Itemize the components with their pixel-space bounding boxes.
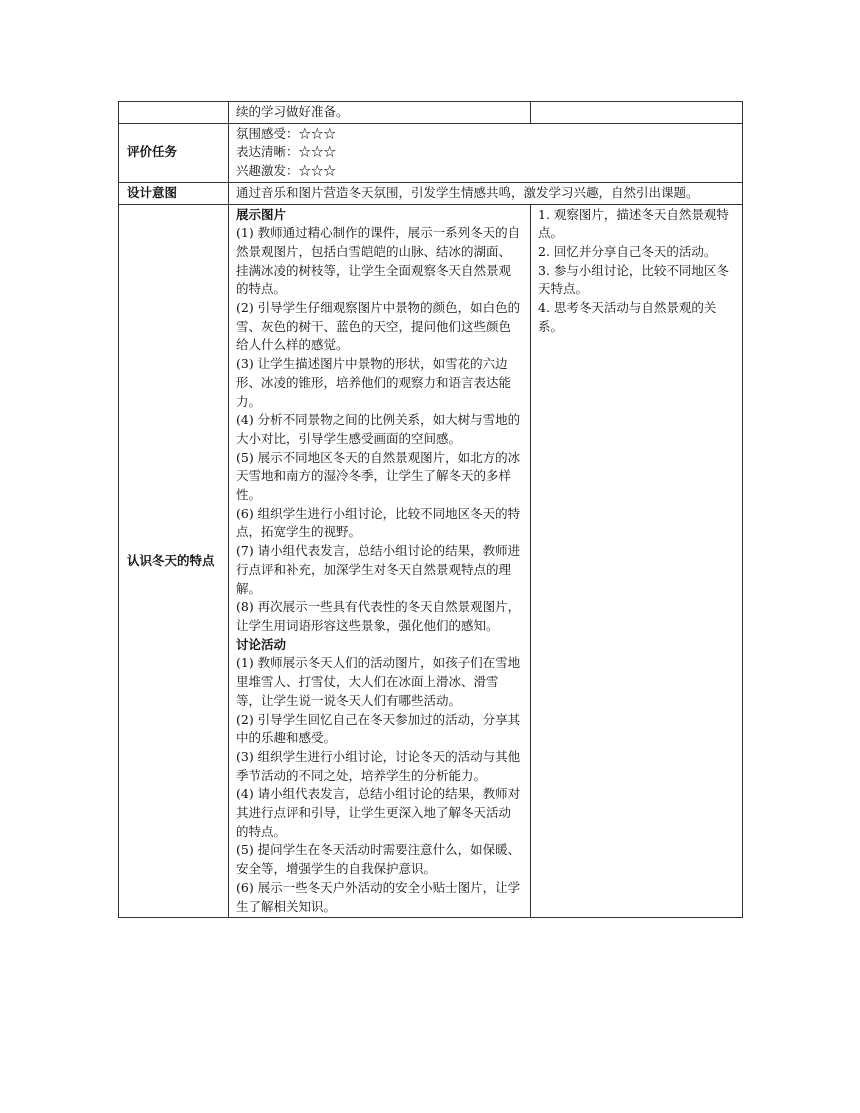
design-text: 通过音乐和图片营造冬天氛围，引发学生情感共鸣，激发学习兴趣，自然引出课题。 [236,184,699,200]
list-item: (5) 提问学生在冬天活动时需要注意什么，如保暖、安全等，增强学生的自我保护意识。 [236,842,521,877]
continuation-text: 续的学习做好准备。 [236,104,349,119]
student-activities-cell [531,204,743,918]
list-item: (5) 展示不同地区冬天的自然景观图片，如北方的冰天雪地和南方的湿冷冬季，让学生了解冬天的多样性。 [236,449,521,503]
empty-side-cell [531,102,743,124]
table-row [119,204,743,918]
list-item: (6) 组织学生进行小组讨论，比较不同地区冬天的特点，拓宽学生的视野。 [236,505,521,540]
list-item: (8) 再次展示一些具有代表性的冬天自然景观图片，让学生用词语形容这些景象，强化他们的感知。 [236,599,521,633]
student-activity-item: 2. 回忆并分享自己冬天的活动。 [538,243,717,259]
list-item: (3) 让学生描述图片中景物的形状，如雪花的六边形、冰凌的锥形，培养他们的观察力和语言表达能力。 [236,356,512,409]
table-row [119,123,743,182]
list-item: (1) 教师通过精心制作的课件，展示一系列冬天的自然景观图片，包括白雪皑皑的山脉、结冰的湖面、挂满冰凌的树枝等，让学生全面观察冬天自然景观的特点。 [236,225,521,297]
list-item: (2) 引导学生仔细观察图片中景物的颜色，如白色的雪、灰色的树干、蓝色的天空，提问他们这些颜色给人什么样的感觉。 [236,300,521,353]
list-item: (2) 引导学生回忆自己在冬天参加过的活动，分享其中的乐趣和感受。 [236,711,521,746]
features-label: 认识冬天的特点 [119,204,229,918]
continuation-cell [229,102,531,124]
table-row [119,182,743,204]
teacher-activities-cell [229,204,531,918]
student-activity-item: 1. 观察图片，描述冬天自然景观特点。 [538,206,729,241]
list-item: (4) 请小组代表发言，总结小组讨论的结果，教师对其进行点评和引导，让学生更深入地了解冬天活动的特点。 [236,786,521,839]
lesson-plan-table [118,101,743,918]
list-item: (3) 组织学生进行小组讨论，讨论冬天的活动与其他季节活动的不同之处，培养学生的分析能力。 [236,748,521,783]
evaluation-item: 兴趣激发：☆☆☆ [236,163,337,179]
list-item: (4) 分析不同景物之间的比例关系，如大树与雪地的大小对比，引导学生感受画面的空间感。 [236,412,521,446]
student-activity-item: 3. 参与小组讨论，比较不同地区冬天特点。 [538,262,729,297]
empty-label-cell [119,102,229,124]
design-cell [229,182,743,204]
list-item: (1) 教师展示冬天人们的活动图片，如孩子们在雪地里堆雪人、打雪仗，大人们在冰面上滑冰、滑雪等，让学生说一说冬天人们有哪些活动。 [236,655,521,708]
list-item: (7) 请小组代表发言，总结小组讨论的结果，教师进行点评和补充，加深学生对冬天自然景观特点的理解。 [236,543,521,596]
evaluation-label: 评价任务 [119,123,229,182]
list-item: (6) 展示一些冬天户外活动的安全小贴士图片，让学生了解相关知识。 [236,879,521,914]
section-heading: 讨论活动 [236,636,287,652]
evaluation-item: 氛围感受：☆☆☆ [236,125,337,141]
table-row [119,102,743,124]
student-activity-item: 4. 思考冬天活动与自然景观的关系。 [538,300,717,334]
evaluation-cell [229,123,743,182]
evaluation-item: 表达清晰：☆☆☆ [236,144,337,160]
design-label: 设计意图 [119,182,229,204]
section-heading: 展示图片 [236,206,287,222]
